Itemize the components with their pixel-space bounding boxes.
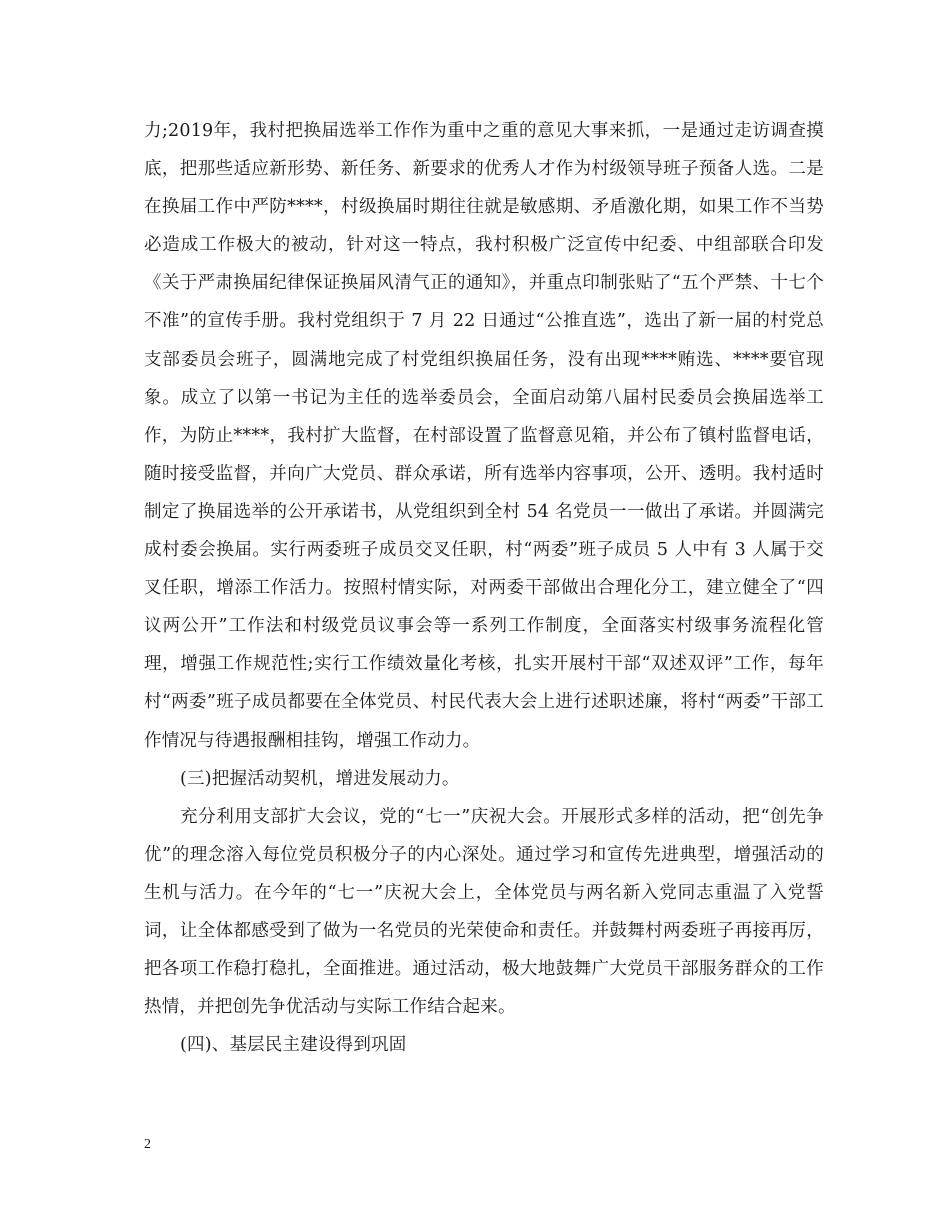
section-heading-4: (四)、基层民主建设得到巩固 <box>180 1035 407 1056</box>
section-heading-3: (三)把握活动契机，增进发展动力。 <box>180 768 460 789</box>
page-number: 2 <box>144 1137 151 1152</box>
body-paragraph-2: 充分利用支部扩大会议，党的“七一”庆祝大会。开展形式多样的活动，把“创先争优”的理念溶入每位党员积极分子的内心深处。通过学习和宣传先进典型，增强活动的生机与活力。在今年的“七一”庆祝大会上，全体党员与两名新入党同志重温了入党誓词，让全体都感受到了做为一名党员的光荣使命和责任。并鼓舞村两委班子再接再厉，把各项工作稳打稳扎，全面推进。通过活动，极大地鼓舞广大党员干部服务群众的工作热情，并把创先争优活动与实际工作结合起来。 <box>144 806 824 1018</box>
body-paragraph-1: 力;2019年，我村把换届选举工作作为重中之重的意见大事来抓，一是通过走访调查摸底，把那些适应新形势、新任务、新要求的优秀人才作为村级领导班子预备人选。二是在换届工作中严防****，村级换届时期往往就是敏感期、矛盾激化期，如果工作不当势必造成工作极大的被动，针对这一特点，我村积极广泛宣传中纪委、中组部联合印发《关于严肃换届纪律保证换届风清气正的通知》，并重点印制张贴了“五个严禁、十七个不准”的宣传手册。我村党组织于 7 月 22 日通过“公推直选”，选出了新一届的村党总支部委员会班子，圆满地完成了村党组织换届任务，没有出现****贿选、****要官现象。成立了以第一书记为主任的选举委员会，全面启动第八届村民委员会换届选举工作，为防止****，我村扩大监督，在村部设置了监督意见箱，并公布了镇村监督电话，随时接受监督，并向广大党员、群众承诺，所有选举内容事项，公开、透明。我村适时制定了换届选举的公开承诺书，从党组织到全村 54 名党员一一做出了承诺。并圆满完成村委会换届。实行两委班子成员交叉任职，村“两委”班子成员 5 人中有 3 人属于交叉任职，增添工作活力。按照村情实际，对两委干部做出合理化分工，建立健全了“四议两公开”工作法和村级党员议事会等一系列工作制度，全面落实村级事务流程化管理，增强工作规范性;实行工作绩效量化考核，扎实开展村干部“双述双评”工作，每年村“两委”班子成员都要在全体党员、村民代表大会上进行述职述廉，将村“两委”干部工作情况与待遇报酬相挂钩，增强工作动力。 <box>144 121 824 751</box>
document-body <box>144 112 824 1064</box>
